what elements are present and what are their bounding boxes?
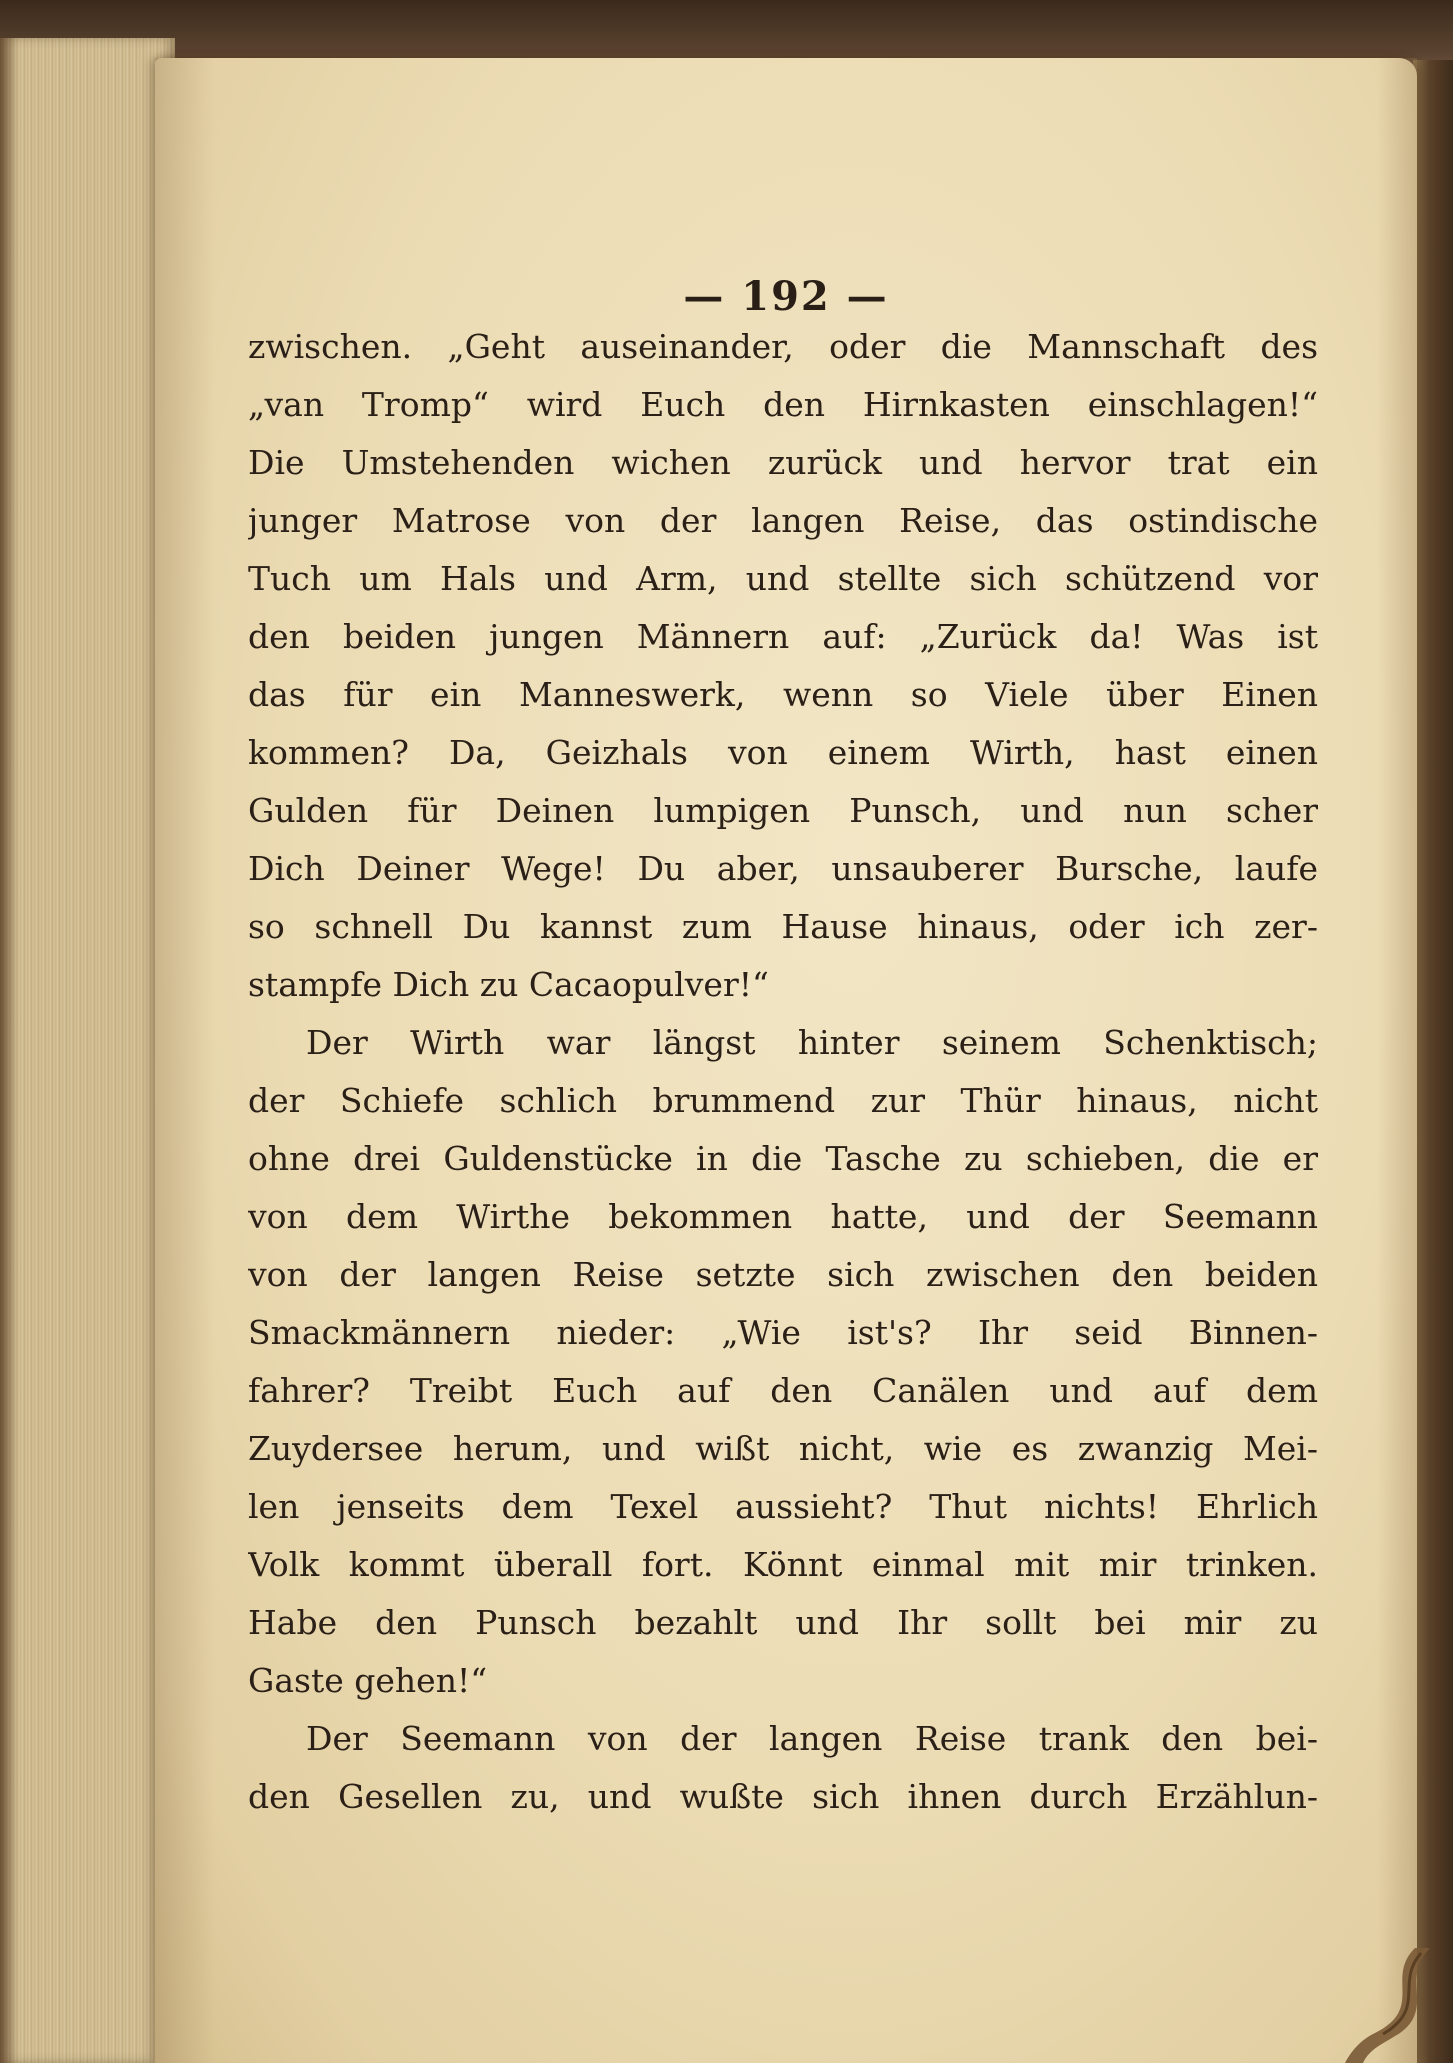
page-number: — 192 — [683,273,889,320]
text-line: von dem Wirthe bekommen hatte, und der Seemann [248,1197,1318,1236]
text-line: Der Wirth war längst hinter seinem Schenktisch; [306,1023,1318,1062]
text-line: kommen? Da, Geizhals von einem Wirth, hast einen [248,733,1318,772]
text-line: der Schiefe schlich brummend zur Thür hinaus, nicht [248,1081,1318,1120]
book-spine-edge [1413,60,1453,2063]
text-line: Habe den Punsch bezahlt und Ihr sollt bei mir zu [248,1603,1318,1642]
body-text [248,318,1318,1826]
text-line: Gulden für Deinen lumpigen Punsch, und nun scher [248,791,1318,830]
text-line: von der langen Reise setzte sich zwischen den beiden [248,1255,1318,1294]
text-line: zwischen. „Geht auseinander, oder die Mannschaft des [248,327,1318,366]
text-line: Die Umstehenden wichen zurück und hervor trat ein [248,443,1318,482]
text-line: Smackmännern nieder: „Wie ist's? Ihr seid Binnen- [248,1313,1318,1352]
text-line: ohne drei Guldenstücke in die Tasche zu schieben, die er [248,1139,1318,1178]
page-gutter-shade [155,58,215,2063]
text-line: Gaste gehen!“ [248,1661,488,1700]
text-line: len jenseits dem Texel aussieht? Thut nichts! Ehrlich [248,1487,1318,1526]
text-line: Tuch um Hals und Arm, und stellte sich schützend vor [248,559,1318,598]
page-stack-edges [0,38,175,2063]
text-line: „van Tromp“ wird Euch den Hirnkasten einschlagen!“ [248,385,1318,424]
text-line: das für ein Manneswerk, wenn so Viele über Einen [248,675,1318,714]
text-line: Volk kommt überall fort. Könnt einmal mit mir trinken. [248,1545,1318,1584]
text-line: junger Matrose von der langen Reise, das ostindische [248,501,1318,540]
text-line: Dich Deiner Wege! Du aber, unsauberer Bursche, laufe [248,849,1318,888]
bookmark-ribbon-icon [1345,1948,1435,2063]
page-edge-shade [1377,58,1417,2063]
text-line: so schnell Du kannst zum Hause hinaus, oder ich zer- [248,907,1318,946]
text-line: den beiden jungen Männern auf: „Zurück da! Was ist [248,617,1318,656]
text-line: stampfe Dich zu Cacaopulver!“ [248,965,769,1004]
text-line: fahrer? Treibt Euch auf den Canälen und auf dem [248,1371,1318,1410]
text-line: den Gesellen zu, und wußte sich ihnen durch Erzählun- [248,1777,1318,1816]
page-stack-shadow [0,38,18,2063]
text-line: Zuydersee herum, und wißt nicht, wie es zwanzig Mei- [248,1429,1318,1468]
text-line: Der Seemann von der langen Reise trank den bei- [306,1719,1318,1758]
